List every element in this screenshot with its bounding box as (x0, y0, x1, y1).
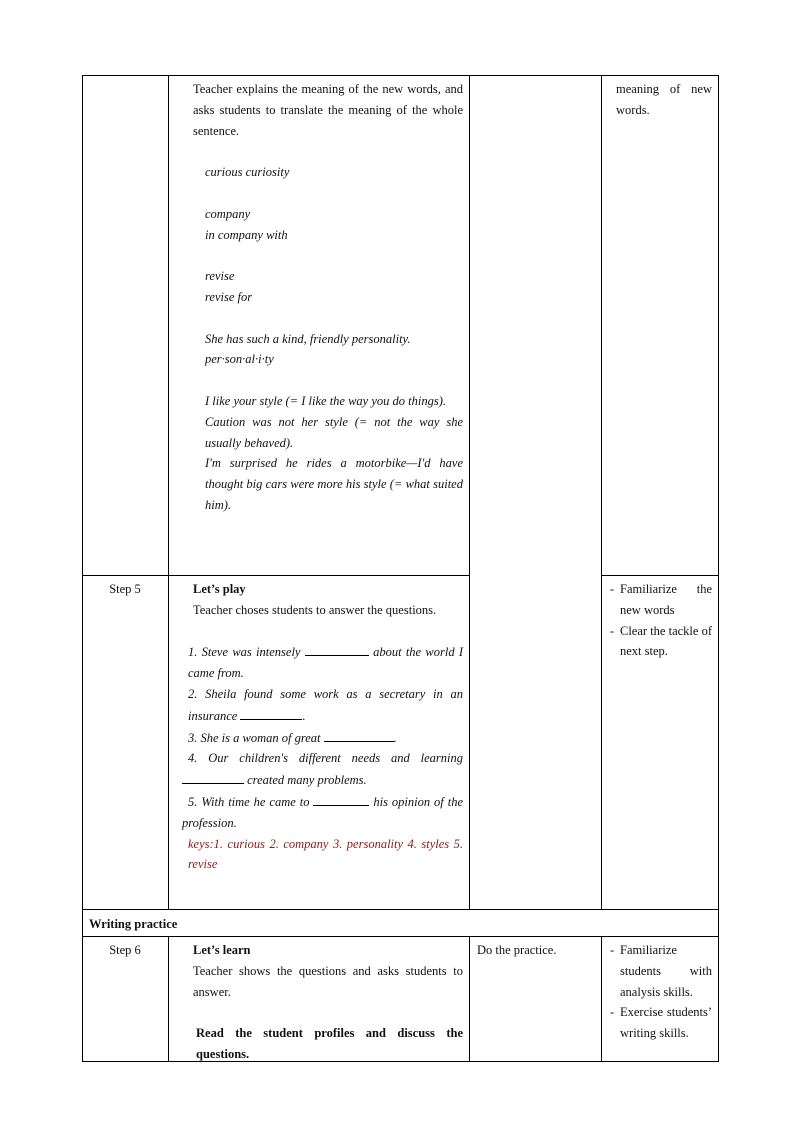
step6-purpose-1: - Familiarize students with analysis skills. (608, 940, 712, 1002)
step5-content-cell (182, 579, 463, 875)
step6-purpose-cell (608, 940, 712, 1044)
step5-label: Step 5 (109, 582, 141, 596)
vocab-revise-phrase: revise for (205, 289, 253, 304)
step5-purpose-2: - Clear the tackle of next step. (608, 621, 712, 663)
vocab-personality-example: She has such a kind, friendly personality. (205, 331, 411, 346)
column-divider (168, 936, 169, 1061)
vocab-style-example-3: I'm surprised he rides a motorbike—I'd have thought big cars were more his style (= what suited him). (205, 456, 463, 512)
step6-purpose-2: - Exercise students’ writing skills. (608, 1002, 712, 1044)
step6-student-activity: Do the practice. (477, 943, 557, 957)
column-divider (469, 936, 470, 1061)
column-divider (601, 75, 602, 909)
question-3: 3. She is a woman of great . (182, 727, 463, 749)
step5-title: Let’s play (193, 582, 246, 596)
column-divider (469, 75, 470, 909)
row1-purpose-text: meaning of new words. (616, 82, 712, 117)
question-4: 4. Our children's different needs and learning created many problems. (182, 748, 463, 791)
vocab-revise: revise (205, 269, 235, 284)
vocab-company: company (205, 206, 251, 221)
step5-purpose-cell (608, 579, 712, 662)
vocab-personality-syllables: per·son·al·i·ty (205, 352, 274, 367)
row1-purpose (616, 79, 712, 121)
question-1: 1. Steve was intensely about the world I came from. (182, 641, 463, 684)
vocab-company-phrase: in company with (205, 227, 288, 242)
column-divider (601, 936, 602, 1061)
question-2: 2. Sheila found some work as a secretary in an insurance . (188, 686, 463, 723)
step5-purpose-1: - Familiarize the new words (608, 579, 712, 621)
row1-intro: Teacher explains the meaning of the new words, and asks students to translate the meaning of the whole sentence. (193, 82, 463, 138)
step6-content-cell (193, 940, 463, 1065)
step6-intro: Teacher shows the questions and asks students to answer. (193, 963, 463, 999)
row-divider (82, 575, 470, 576)
section-title: Writing practice (89, 917, 178, 931)
vocab-style-example-2: Caution was not her style (= not the way she usually behaved). (205, 414, 463, 450)
row1-content-cell (193, 79, 463, 516)
step5-intro: Teacher choses students to answer the questions. (193, 602, 437, 617)
step6-title: Let’s learn (193, 943, 251, 957)
step6-label: Step 6 (109, 943, 141, 957)
table-border-right (718, 75, 719, 1062)
table-border-top (82, 75, 719, 76)
row-divider (601, 575, 719, 576)
row-divider (82, 909, 719, 910)
question-5: 5. With time he came to his opinion of the profession. (182, 791, 463, 834)
table-border-left (82, 75, 83, 1062)
vocab-curious: curious curiosity (205, 165, 290, 180)
column-divider (168, 75, 169, 909)
row-divider (82, 936, 719, 937)
vocab-style-example-1: I like your style (= I like the way you do things). (205, 393, 447, 408)
step6-task: Read the student profiles and discuss the questions. (196, 1026, 463, 1061)
answer-keys: keys:1. curious 2. company 3. personality 4. styles 5. revise (188, 836, 463, 872)
